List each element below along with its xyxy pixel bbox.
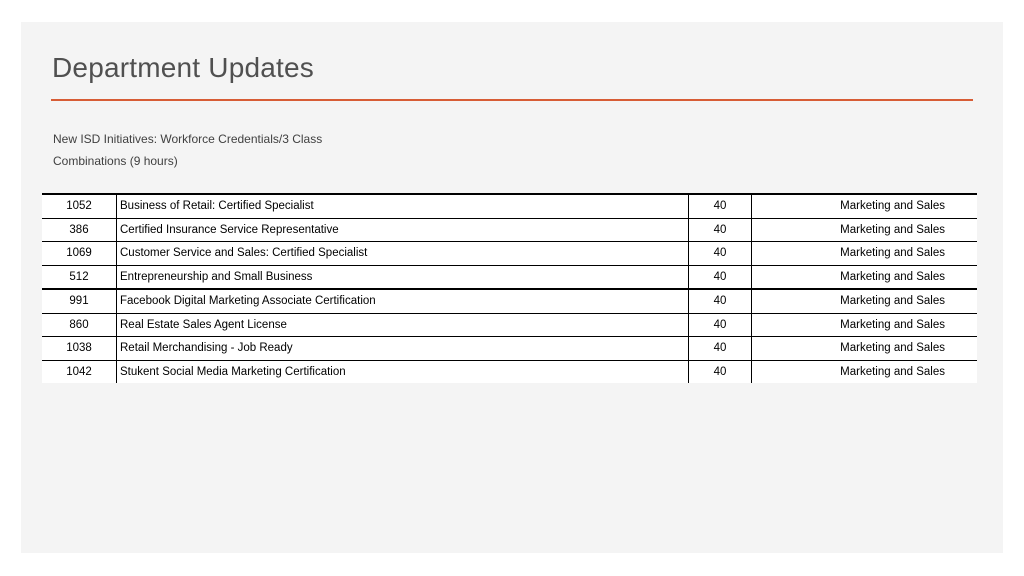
credential-hours: 40 xyxy=(689,218,752,242)
credentials-table-container xyxy=(42,193,977,383)
credential-name: Real Estate Sales Agent License xyxy=(117,313,689,337)
credential-name: Customer Service and Sales: Certified Specialist xyxy=(117,242,689,266)
credential-name: Certified Insurance Service Representative xyxy=(117,218,689,242)
credential-hours: 40 xyxy=(689,360,752,383)
table-row xyxy=(42,218,977,242)
table-row xyxy=(42,194,977,218)
credential-area: Marketing and Sales xyxy=(752,265,978,289)
credential-id: 1038 xyxy=(42,337,117,361)
credential-area: Marketing and Sales xyxy=(752,313,978,337)
table-row xyxy=(42,313,977,337)
table-row xyxy=(42,289,977,313)
credential-area: Marketing and Sales xyxy=(752,360,978,383)
subtitle xyxy=(53,128,322,172)
title-divider xyxy=(51,99,973,101)
credential-name: Entrepreneurship and Small Business xyxy=(117,265,689,289)
credential-area: Marketing and Sales xyxy=(752,218,978,242)
credential-area: Marketing and Sales xyxy=(752,242,978,266)
credential-name: Facebook Digital Marketing Associate Certification xyxy=(117,289,689,313)
table-row xyxy=(42,242,977,266)
credentials-table xyxy=(42,193,977,383)
credential-id: 1052 xyxy=(42,194,117,218)
credential-id: 860 xyxy=(42,313,117,337)
subtitle-line-1: New ISD Initiatives: Workforce Credentials/3 Class xyxy=(53,132,323,146)
credential-name: Retail Merchandising - Job Ready xyxy=(117,337,689,361)
table-row xyxy=(42,337,977,361)
table-row xyxy=(42,265,977,289)
credential-id: 386 xyxy=(42,218,117,242)
credential-area: Marketing and Sales xyxy=(752,194,978,218)
credential-hours: 40 xyxy=(689,289,752,313)
credential-hours: 40 xyxy=(689,313,752,337)
credential-hours: 40 xyxy=(689,242,752,266)
credential-hours: 40 xyxy=(689,194,752,218)
credential-hours: 40 xyxy=(689,337,752,361)
table-row xyxy=(42,360,977,383)
credential-name: Stukent Social Media Marketing Certification xyxy=(117,360,689,383)
credential-id: 991 xyxy=(42,289,117,313)
credential-area: Marketing and Sales xyxy=(752,289,978,313)
page-title: Department Updates xyxy=(52,52,314,83)
credential-area: Marketing and Sales xyxy=(752,337,978,361)
credential-id: 1069 xyxy=(42,242,117,266)
subtitle-line-2: Combinations (9 hours) xyxy=(53,154,178,168)
credential-id: 1042 xyxy=(42,360,117,383)
credential-name: Business of Retail: Certified Specialist xyxy=(117,194,689,218)
credential-hours: 40 xyxy=(689,265,752,289)
credential-id: 512 xyxy=(42,265,117,289)
slide xyxy=(21,22,1003,553)
